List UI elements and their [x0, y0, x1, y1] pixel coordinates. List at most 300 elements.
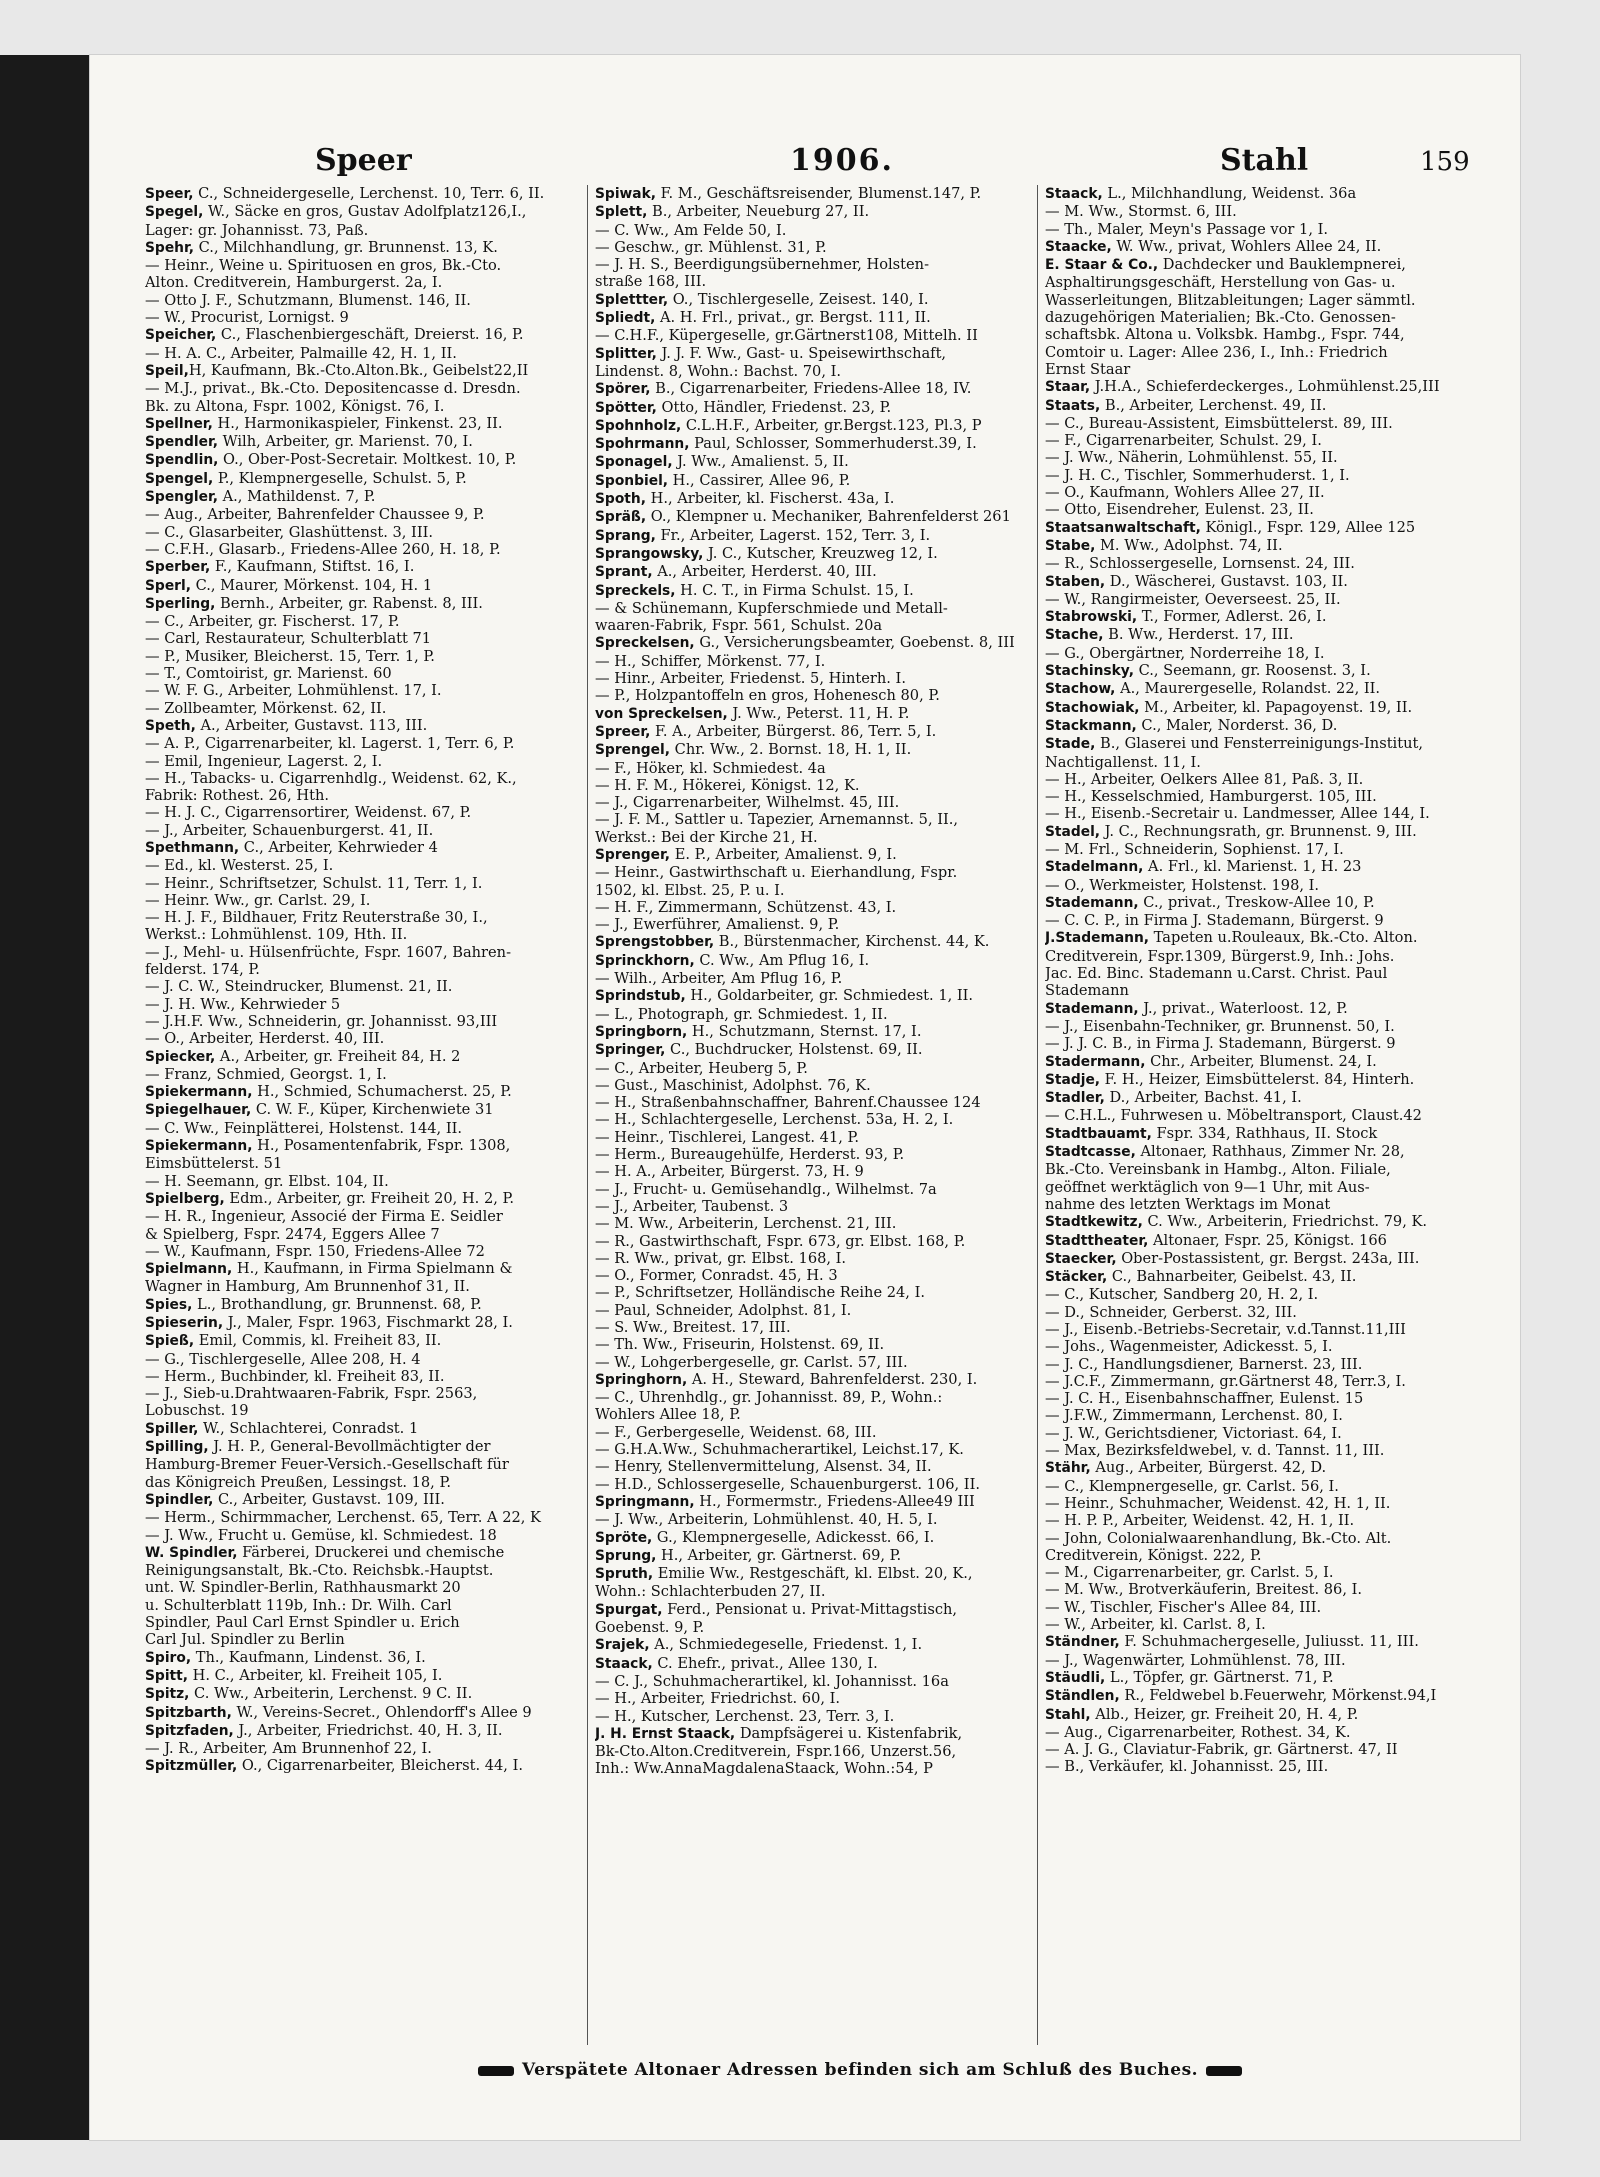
entry-surname: Spreckelsen,: [595, 635, 695, 652]
entry-surname: Splett,: [595, 204, 648, 221]
entry-details: M., Arbeiter, kl. Papagoyenst. 19, II.: [1139, 698, 1413, 716]
entry-details: J., Maler, Fspr. 1963, Fischmarkt 28, I.: [223, 1314, 513, 1331]
directory-entry: [145, 1120, 575, 1137]
directory-entry: [145, 524, 575, 541]
entry-details: — H., Arbeiter, Oelkers Allee 81, Paß. 3, II.: [1045, 770, 1364, 788]
directory-entry: [145, 451, 575, 469]
entry-surname: Staatsanwaltschaft,: [1045, 519, 1201, 536]
entry-details: — Otto J. F., Schutzmann, Blumenst. 146, II.: [145, 291, 471, 309]
directory-entry: [1045, 519, 1475, 537]
directory-entry: [145, 1757, 575, 1775]
directory-entry: [145, 1667, 575, 1685]
directory-entry: [145, 595, 575, 613]
directory-entry: [145, 1562, 575, 1579]
directory-entry: [1045, 877, 1475, 894]
directory-entry: [145, 717, 575, 735]
entry-surname: Stabrowski,: [1045, 609, 1138, 626]
entry-surname: Stadtkewitz,: [1045, 1214, 1143, 1231]
entry-details: — B., Verkäufer, kl. Johannisst. 25, III.: [1045, 1758, 1329, 1776]
directory-entry: [1045, 591, 1475, 608]
directory-entry: [1045, 1196, 1475, 1213]
entry-surname: Spreer,: [595, 723, 651, 740]
entry-details: schaftsbk. Altona u. Volksbk. Hambg., Fspr. 744,: [1045, 326, 1405, 344]
directory-entry: [595, 1077, 1025, 1094]
directory-entry: [145, 577, 575, 595]
entry-details: — J. W., Gerichtsdiener, Victoriast. 64, I.: [1045, 1424, 1342, 1442]
entry-details: waaren-Fabrik, Fspr. 561, Schulst. 20a: [595, 617, 883, 635]
directory-entry: [595, 563, 1025, 581]
entry-details: Altonaer, Rathhaus, Zimmer Nr. 28,: [1135, 1143, 1405, 1161]
entry-details: C., Buchdrucker, Holstenst. 69, II.: [665, 1041, 923, 1059]
directory-entry: [145, 1474, 575, 1491]
entry-surname: Speil,: [145, 362, 189, 379]
entry-details: F., Kaufmann, Stiftst. 16, I.: [210, 558, 415, 576]
entry-details: — M. Frl., Schneiderin, Sophienst. 17, I.: [1045, 840, 1344, 858]
footer-note: [470, 2060, 1250, 2080]
entry-details: Ferd., Pensionat u. Privat-Mittagstisch,: [662, 1600, 958, 1618]
entry-details: — M. Ww., Arbeiterin, Lerchenst. 21, III.: [595, 1215, 897, 1233]
directory-entry: [595, 1302, 1025, 1319]
directory-entry: [1045, 1179, 1475, 1196]
directory-entry: [1045, 203, 1475, 220]
entry-details: C., Schneidergeselle, Lerchenst. 10, Terr. 6, II.: [193, 185, 545, 202]
entry-surname: Stäudli,: [1045, 1669, 1106, 1686]
directory-entry: [145, 1226, 575, 1243]
directory-entry: [145, 541, 575, 558]
entry-details: — H. P. P., Arbeiter, Weidenst. 42, H. 1, II.: [1045, 1512, 1355, 1530]
directory-entry: [595, 760, 1025, 777]
entry-surname: Staack,: [1045, 186, 1103, 202]
entry-details: — H. J. C., Cigarrensortirer, Weidenst. 67, P.: [145, 804, 472, 822]
directory-entry: [145, 944, 575, 961]
directory-entry: [145, 1243, 575, 1260]
entry-details: D., Wäscherei, Gustavst. 103, II.: [1105, 572, 1348, 590]
entry-details: — H. F., Zimmermann, Schützenst. 43, I.: [595, 898, 897, 916]
entry-details: L., Milchhandlung, Weidenst. 36a: [1102, 185, 1357, 202]
directory-entry: [1045, 256, 1475, 274]
directory-entry: [595, 203, 1025, 221]
entry-surname: Sprant,: [595, 564, 653, 581]
entry-details: — O., Werkmeister, Holstenst. 198, I.: [1045, 876, 1320, 894]
entry-surname: Stachow,: [1045, 681, 1116, 698]
directory-entry: [595, 582, 1025, 600]
directory-entry: [595, 1547, 1025, 1565]
entry-details: — S. Ww., Breitest. 17, III.: [595, 1319, 791, 1336]
entry-details: H., Harmonikaspieler, Finkenst. 23, II.: [212, 414, 503, 432]
entry-details: Fr., Arbeiter, Lagerst. 152, Terr. 3, I.: [655, 526, 931, 544]
directory-entry: [145, 648, 575, 665]
entry-details: H., Goldarbeiter, gr. Schmiedest. 1, II.: [685, 987, 974, 1005]
entry-details: — M.J., privat., Bk.-Cto. Depositencasse d. Dresdn.: [145, 380, 521, 398]
entry-surname: Ständner,: [1045, 1634, 1120, 1651]
entry-details: nahme des letzten Werktags im Monat: [1045, 1195, 1331, 1213]
entry-details: — J. Ww., Arbeiterin, Lohmühlenst. 40, H. 5, I.: [595, 1511, 938, 1529]
directory-entry: [595, 380, 1025, 398]
entry-details: das Königreich Preußen, Lessingst. 18, P.: [145, 1473, 451, 1491]
entry-details: — J. Ww., Frucht u. Gemüse, kl. Schmiedest. 18: [145, 1526, 497, 1544]
entry-surname: Stäcker,: [1045, 1269, 1108, 1286]
directory-entry: [1045, 1724, 1475, 1741]
directory-entry: [1045, 573, 1475, 591]
entry-details: C., Seemann, gr. Roosenst. 3, I.: [1133, 662, 1371, 680]
directory-page: [90, 55, 1520, 2140]
entry-details: Chr., Arbeiter, Blumenst. 24, I.: [1145, 1052, 1377, 1070]
entry-details: — M. Ww., Brotverkäuferin, Breitest. 86, I.: [1045, 1581, 1363, 1599]
directory-entry: [1045, 662, 1475, 680]
entry-details: J. Ww., Amalienst. 5, II.: [672, 453, 849, 471]
directory-entry: [1045, 912, 1475, 929]
directory-entry: [145, 1030, 575, 1047]
entry-details: C. Ww., Arbeiterin, Lerchenst. 9 C. II.: [189, 1685, 473, 1703]
entry-details: — Gust., Maschinist, Adolphst. 76, K.: [595, 1076, 871, 1094]
entry-details: P., Klempnergeselle, Schulst. 5, P.: [213, 469, 467, 487]
directory-entry: [595, 309, 1025, 327]
directory-entry: [145, 1351, 575, 1368]
directory-entry: [1045, 555, 1475, 572]
entry-details: Paul, Schlosser, Sommerhuderst.39, I.: [689, 435, 977, 453]
entry-surname: Spötter,: [595, 399, 657, 416]
entry-details: Werkst.: Bei der Kirche 21, H.: [595, 828, 818, 846]
directory-entry: [145, 787, 575, 804]
entry-surname: Spreckels,: [595, 582, 676, 599]
directory-entry: [595, 864, 1025, 881]
directory-entry: [1045, 1599, 1475, 1616]
entry-details: — Herm., Buchbinder, kl. Freiheit 83, II.: [145, 1367, 445, 1385]
directory-entry: [595, 1511, 1025, 1528]
directory-entry: [145, 630, 575, 647]
entry-surname: Stabe,: [1045, 537, 1096, 554]
directory-entry: [1045, 397, 1475, 415]
entry-surname: Sperling,: [145, 595, 216, 612]
entry-details: J.H.A., Schieferdeckerges., Lohmühlenst.25,III: [1090, 378, 1440, 396]
directory-entry: [145, 1314, 575, 1332]
entry-details: — J.H.F. Ww., Schneiderin, gr. Johannisst. 93,III: [145, 1012, 498, 1030]
directory-entry: [1045, 1035, 1475, 1052]
entry-details: — H., Schiffer, Mörkenst. 77, I.: [595, 652, 826, 670]
footer-text: Verspätete Altonaer Adressen befinden sich am Schluß des Buches.: [522, 2060, 1199, 2080]
entry-details: L., Töpfer, gr. Gärtnerst. 71, P.: [1105, 1668, 1334, 1686]
entry-surname: Stadtbauamt,: [1045, 1125, 1152, 1142]
directory-entry: [1045, 1071, 1475, 1089]
entry-details: R., Feldwebel b.Feuerwehr, Mörkenst.94,I: [1119, 1687, 1437, 1705]
entry-surname: Sprung,: [595, 1547, 657, 1564]
entry-details: M. Ww., Adolphst. 74, II.: [1095, 536, 1283, 554]
entry-details: Alb., Heizer, gr. Freiheit 20, H. 4, P.: [1090, 1705, 1359, 1723]
entry-surname: Spiecker,: [145, 1048, 216, 1065]
entry-details: C., privat., Treskow-Allee 10, P.: [1138, 893, 1375, 911]
directory-entry: [145, 274, 575, 291]
directory-entry: [595, 399, 1025, 417]
entry-details: Dachdecker und Bauklempnerei,: [1158, 256, 1406, 274]
column-1: [145, 185, 575, 2045]
entry-details: — C. Ww., Am Felde 50, I.: [595, 221, 787, 239]
entry-details: — Heinr., Weine u. Spirituosen en gros, Bk.-Cto.: [145, 257, 502, 275]
directory-entry: [145, 926, 575, 943]
entry-details: — Aug., Arbeiter, Bahrenfelder Chaussee 9, P.: [145, 506, 485, 524]
entry-surname: Speer,: [145, 186, 194, 202]
entry-surname: Spräß,: [595, 509, 647, 526]
entry-surname: Spieß,: [145, 1333, 195, 1350]
entry-details: — H. J. F., Bildhauer, Fritz Reuterstraße 30, I.,: [145, 909, 488, 927]
directory-entry: [145, 1101, 575, 1119]
entry-details: — H. R., Ingenieur, Associé der Firma E. Seidler: [145, 1208, 503, 1226]
entry-surname: Spliedt,: [595, 310, 656, 327]
entry-details: Nachtigallenst. 11, I.: [1045, 753, 1201, 771]
directory-entry: [1045, 1442, 1475, 1459]
directory-entry: [595, 933, 1025, 951]
entry-details: — J.F.W., Zimmermann, Lerchenst. 80, I.: [1045, 1407, 1343, 1425]
entry-details: B., Arbeiter, Neueburg 27, II.: [647, 203, 870, 221]
entry-details: Wagner in Hamburg, Am Brunnenhof 31, II.: [145, 1278, 470, 1296]
directory-entry: [595, 777, 1025, 794]
entry-details: — H. A. C., Arbeiter, Palmaille 42, H. 1, II.: [145, 344, 457, 362]
entry-details: — J. J. C. B., in Firma J. Stademann, Bürgerst. 9: [1045, 1035, 1396, 1053]
entry-details: Bernh., Arbeiter, gr. Rabenst. 8, III.: [215, 594, 483, 612]
directory-entry: [1045, 326, 1475, 343]
directory-entry: [1045, 292, 1475, 309]
entry-details: J., Arbeiter, Friedrichst. 40, H. 3, II.: [233, 1721, 503, 1739]
directory-entry: [1045, 1652, 1475, 1669]
directory-entry: [145, 1544, 575, 1562]
entry-details: C., Bahnarbeiter, Geibelst. 43, II.: [1107, 1268, 1357, 1286]
entry-details: — W., Procurist, Lornigst. 9: [145, 309, 349, 327]
directory-entry: [1045, 484, 1475, 501]
entry-details: H., Schmied, Schumacherst. 25, P.: [252, 1083, 512, 1101]
entry-details: Bk.-Cto. Vereinsbank in Hambg., Alton. Filiale,: [1045, 1161, 1391, 1179]
entry-details: H., Kaufmann, in Firma Spielmann &: [232, 1260, 513, 1278]
directory-entry: [595, 1094, 1025, 1111]
directory-entry: [595, 634, 1025, 652]
entry-surname: Srajek,: [595, 1637, 650, 1654]
directory-entry: [145, 1296, 575, 1314]
entry-details: Königl., Fspr. 129, Allee 125: [1200, 518, 1416, 536]
directory-entry: [1045, 1321, 1475, 1338]
directory-entry: [1045, 929, 1475, 947]
directory-entry: [145, 700, 575, 717]
entry-surname: Spiekermann,: [145, 1084, 253, 1101]
entry-details: Creditverein, Königst. 222, P.: [1045, 1546, 1262, 1564]
entry-details: — Heinr., Schuhmacher, Weidenst. 42, H. 1, II.: [1045, 1494, 1391, 1512]
entry-details: — J. C. H., Eisenbahnschaffner, Eulenst. 15: [1045, 1390, 1364, 1408]
entry-details: — Aug., Cigarrenarbeiter, Rothest. 34, K.: [1045, 1723, 1351, 1741]
entry-details: — C., Bureau-Assistent, Eimsbüttelerst. 89, III.: [1045, 414, 1393, 432]
entry-surname: Stadttheater,: [1045, 1232, 1149, 1249]
entry-details: A., Schmiedegeselle, Friedenst. 1, I.: [649, 1636, 923, 1654]
directory-entry: [1045, 645, 1475, 662]
directory-entry: [595, 1181, 1025, 1198]
entry-surname: Sprengel,: [595, 742, 671, 759]
entry-details: A., Arbeiter, gr. Freiheit 84, H. 2: [215, 1047, 461, 1065]
entry-details: — L., Photograph, gr. Schmiedest. 1, II.: [595, 1005, 888, 1023]
entry-surname: Sprindstub,: [595, 988, 686, 1005]
entry-details: — C.F.H., Glasarb., Friedens-Allee 260, H. 18, P.: [145, 540, 501, 558]
entry-details: — Franz, Schmied, Georgst. 1, I.: [145, 1065, 387, 1083]
entry-surname: Spengel,: [145, 470, 214, 487]
entry-surname: Stache,: [1045, 627, 1104, 644]
entry-details: — C. J., Schuhmacherartikel, kl. Johannisst. 16a: [595, 1672, 949, 1690]
entry-details: — G., Obergärtner, Norderreihe 18, I.: [1045, 644, 1325, 662]
directory-entry: [145, 735, 575, 752]
entry-details: — Herm., Bureaugehülfe, Herderst. 93, P.: [595, 1146, 905, 1164]
directory-entry: [595, 1215, 1025, 1232]
entry-surname: Stachowiak,: [1045, 699, 1140, 716]
entry-surname: Spendlin,: [145, 452, 219, 469]
entry-surname: Spohnholz,: [595, 417, 682, 434]
entry-details: H. C. T., in Firma Schulst. 15, I.: [675, 581, 914, 599]
directory-entry: [595, 916, 1025, 933]
directory-entry: [595, 1601, 1025, 1619]
entry-surname: Stahl,: [1045, 1706, 1091, 1723]
directory-entry: [145, 1385, 575, 1402]
directory-entry: [1045, 449, 1475, 466]
directory-entry: [1045, 1669, 1475, 1687]
pointing-hand-icon: [1206, 2066, 1242, 2076]
entry-details: Aug., Arbeiter, Bürgerst. 42, D.: [1090, 1459, 1327, 1477]
pointing-hand-icon: [478, 2066, 514, 2076]
entry-details: — H., Kutscher, Lerchenst. 23, Terr. 3, I.: [595, 1707, 895, 1725]
directory-entry: [1045, 1390, 1475, 1407]
entry-surname: Springer,: [595, 1042, 666, 1059]
entry-details: — Th. Ww., Friseurin, Holstenst. 69, II.: [595, 1336, 885, 1354]
directory-entry: [1045, 1268, 1475, 1286]
entry-surname: Springmann,: [595, 1493, 695, 1510]
entry-details: — Ed., kl. Westerst. 25, I.: [145, 857, 334, 875]
entry-details: H., Arbeiter, kl. Fischerst. 43a, I.: [645, 490, 895, 508]
directory-entry: [1045, 1495, 1475, 1512]
directory-entry: [145, 1208, 575, 1225]
directory-entry: [595, 545, 1025, 563]
directory-entry: [595, 1529, 1025, 1547]
directory-entry: [595, 1163, 1025, 1180]
directory-entry: [145, 185, 575, 203]
entry-surname: Stade,: [1045, 736, 1096, 753]
directory-entry: [145, 857, 575, 874]
entry-details: — Herm., Schirmmacher, Lerchenst. 65, Terr. A 22, K: [145, 1509, 541, 1527]
entry-details: — H., Tabacks- u. Cigarrenhdlg., Weidenst. 62, K.,: [145, 769, 517, 787]
entry-surname: Sprinckhorn,: [595, 952, 695, 969]
entry-details: — J. C., Handlungsdiener, Barnerst. 23, III.: [1045, 1355, 1363, 1373]
directory-entry: [1045, 948, 1475, 965]
directory-entry: [1045, 501, 1475, 518]
entry-details: — J. F. M., Sattler u. Tapezier, Arnemannst. 5, II.,: [595, 811, 959, 829]
directory-entry: [145, 1402, 575, 1419]
directory-entry: [595, 970, 1025, 987]
directory-entry: [145, 292, 575, 309]
entry-surname: Stadelmann,: [1045, 859, 1144, 876]
directory-entry: [145, 1260, 575, 1278]
directory-entry: [1045, 1250, 1475, 1268]
directory-entry: [595, 1023, 1025, 1041]
directory-entry: [595, 256, 1025, 273]
entry-details: Lobuschst. 19: [145, 1402, 249, 1420]
entry-surname: J.Stademann,: [1045, 930, 1150, 947]
directory-entry: [145, 257, 575, 274]
entry-surname: Stadje,: [1045, 1071, 1101, 1088]
entry-details: Bk. zu Altona, Fspr. 1002, Königst. 76, I.: [145, 397, 445, 415]
directory-entry: [145, 203, 575, 221]
entry-surname: Sperber,: [145, 559, 211, 576]
directory-entry: [595, 600, 1025, 617]
entry-details: 1502, kl. Elbst. 25, P. u. I.: [595, 881, 785, 899]
directory-entry: [595, 1146, 1025, 1163]
entry-surname: Speth,: [145, 717, 196, 734]
entry-surname: Splettter,: [595, 291, 669, 308]
entry-details: Stademann: [1045, 982, 1129, 1000]
entry-details: F. H., Heizer, Eimsbüttelerst. 84, Hinterh.: [1100, 1070, 1415, 1088]
entry-details: Edm., Arbeiter, gr. Freiheit 20, H. 2, P.: [224, 1189, 515, 1207]
entry-details: A. H., Steward, Bahrenfelderst. 230, I.: [687, 1370, 978, 1388]
directory-entry: [145, 470, 575, 488]
entry-details: H, Kaufmann, Bk.-Cto.Alton.Bk., Geibelst22,II: [188, 361, 529, 379]
directory-entry: [145, 398, 575, 415]
directory-entry: [595, 527, 1025, 545]
entry-details: — C., Arbeiter, Heuberg 5, P.: [595, 1059, 808, 1077]
directory-entry: [1045, 1633, 1475, 1651]
entry-details: — H., Arbeiter, Friedrichst. 60, I.: [595, 1690, 841, 1708]
directory-entry: [145, 1704, 575, 1722]
entry-details: — C. C. P., in Firma J. Stademann, Bürgerst. 9: [1045, 912, 1384, 930]
entry-details: B., Cigarrenarbeiter, Friedens-Allee 18, IV.: [650, 380, 972, 398]
entry-surname: Spendler,: [145, 434, 218, 451]
entry-details: — W., Kaufmann, Fspr. 150, Friedens-Allee 72: [145, 1242, 485, 1260]
directory-entry: [145, 1685, 575, 1703]
entry-details: — J., Arbeiter, Schauenburgerst. 41, II.: [145, 821, 434, 839]
page-header: [90, 143, 1520, 183]
entry-details: — Emil, Ingenieur, Lagerst. 2, I.: [145, 752, 383, 770]
directory-entry: [145, 558, 575, 576]
directory-entry: [595, 239, 1025, 256]
directory-entry: [145, 326, 575, 344]
directory-entry: [145, 1722, 575, 1740]
entry-details: — W., Tischler, Fischer's Allee 84, III.: [1045, 1598, 1322, 1616]
directory-entry: [145, 839, 575, 857]
entry-details: — Hinr., Arbeiter, Friedenst. 5, Hinterh. I.: [595, 670, 906, 688]
column-2: [595, 185, 1025, 2045]
directory-entry: [595, 1476, 1025, 1493]
entry-details: — R. Ww., privat, gr. Elbst. 168, I.: [595, 1249, 847, 1267]
entry-details: J. C., Rechnungsrath, gr. Brunnenst. 9, III.: [1100, 822, 1417, 840]
entry-surname: Staben,: [1045, 573, 1106, 590]
directory-entry: [1045, 626, 1475, 644]
directory-entry: [595, 987, 1025, 1005]
entry-surname: Spiro,: [145, 1649, 192, 1666]
directory-entry: [145, 239, 575, 257]
directory-entry: [595, 363, 1025, 380]
entry-details: & Spielberg, Fspr. 2474, Eggers Allee 7: [145, 1225, 440, 1243]
entry-details: Bk-Cto.Alton.Creditverein, Fspr.166, Unzerst.56,: [595, 1743, 957, 1761]
directory-entry: [145, 1456, 575, 1473]
entry-details: T., Former, Adlerst. 26, I.: [1137, 608, 1327, 626]
entry-details: Tapeten u.Rouleaux, Bk.-Cto. Alton.: [1149, 929, 1418, 947]
entry-surname: Stademann,: [1045, 1000, 1139, 1017]
directory-entry: [595, 1619, 1025, 1636]
entry-details: Ernst Staar: [1045, 360, 1131, 378]
entry-details: geöffnet werktäglich von 9—1 Uhr, mit Aus-: [1045, 1178, 1370, 1196]
directory-entry: [1045, 1356, 1475, 1373]
entry-details: C., Maler, Norderst. 36, D.: [1136, 716, 1338, 734]
directory-entry: [1045, 1373, 1475, 1390]
directory-entry: [595, 1006, 1025, 1023]
directory-entry: [595, 1284, 1025, 1301]
directory-entry: [1045, 1213, 1475, 1231]
entry-details: Färberei, Druckerei und chemische: [237, 1543, 505, 1561]
entry-surname: Stadel,: [1045, 823, 1101, 840]
directory-entry: [145, 345, 575, 362]
directory-entry: [595, 1406, 1025, 1423]
entry-details: Otto, Händler, Friedenst. 23, P.: [656, 398, 892, 416]
directory-entry: [595, 1041, 1025, 1059]
directory-entry: [145, 380, 575, 397]
